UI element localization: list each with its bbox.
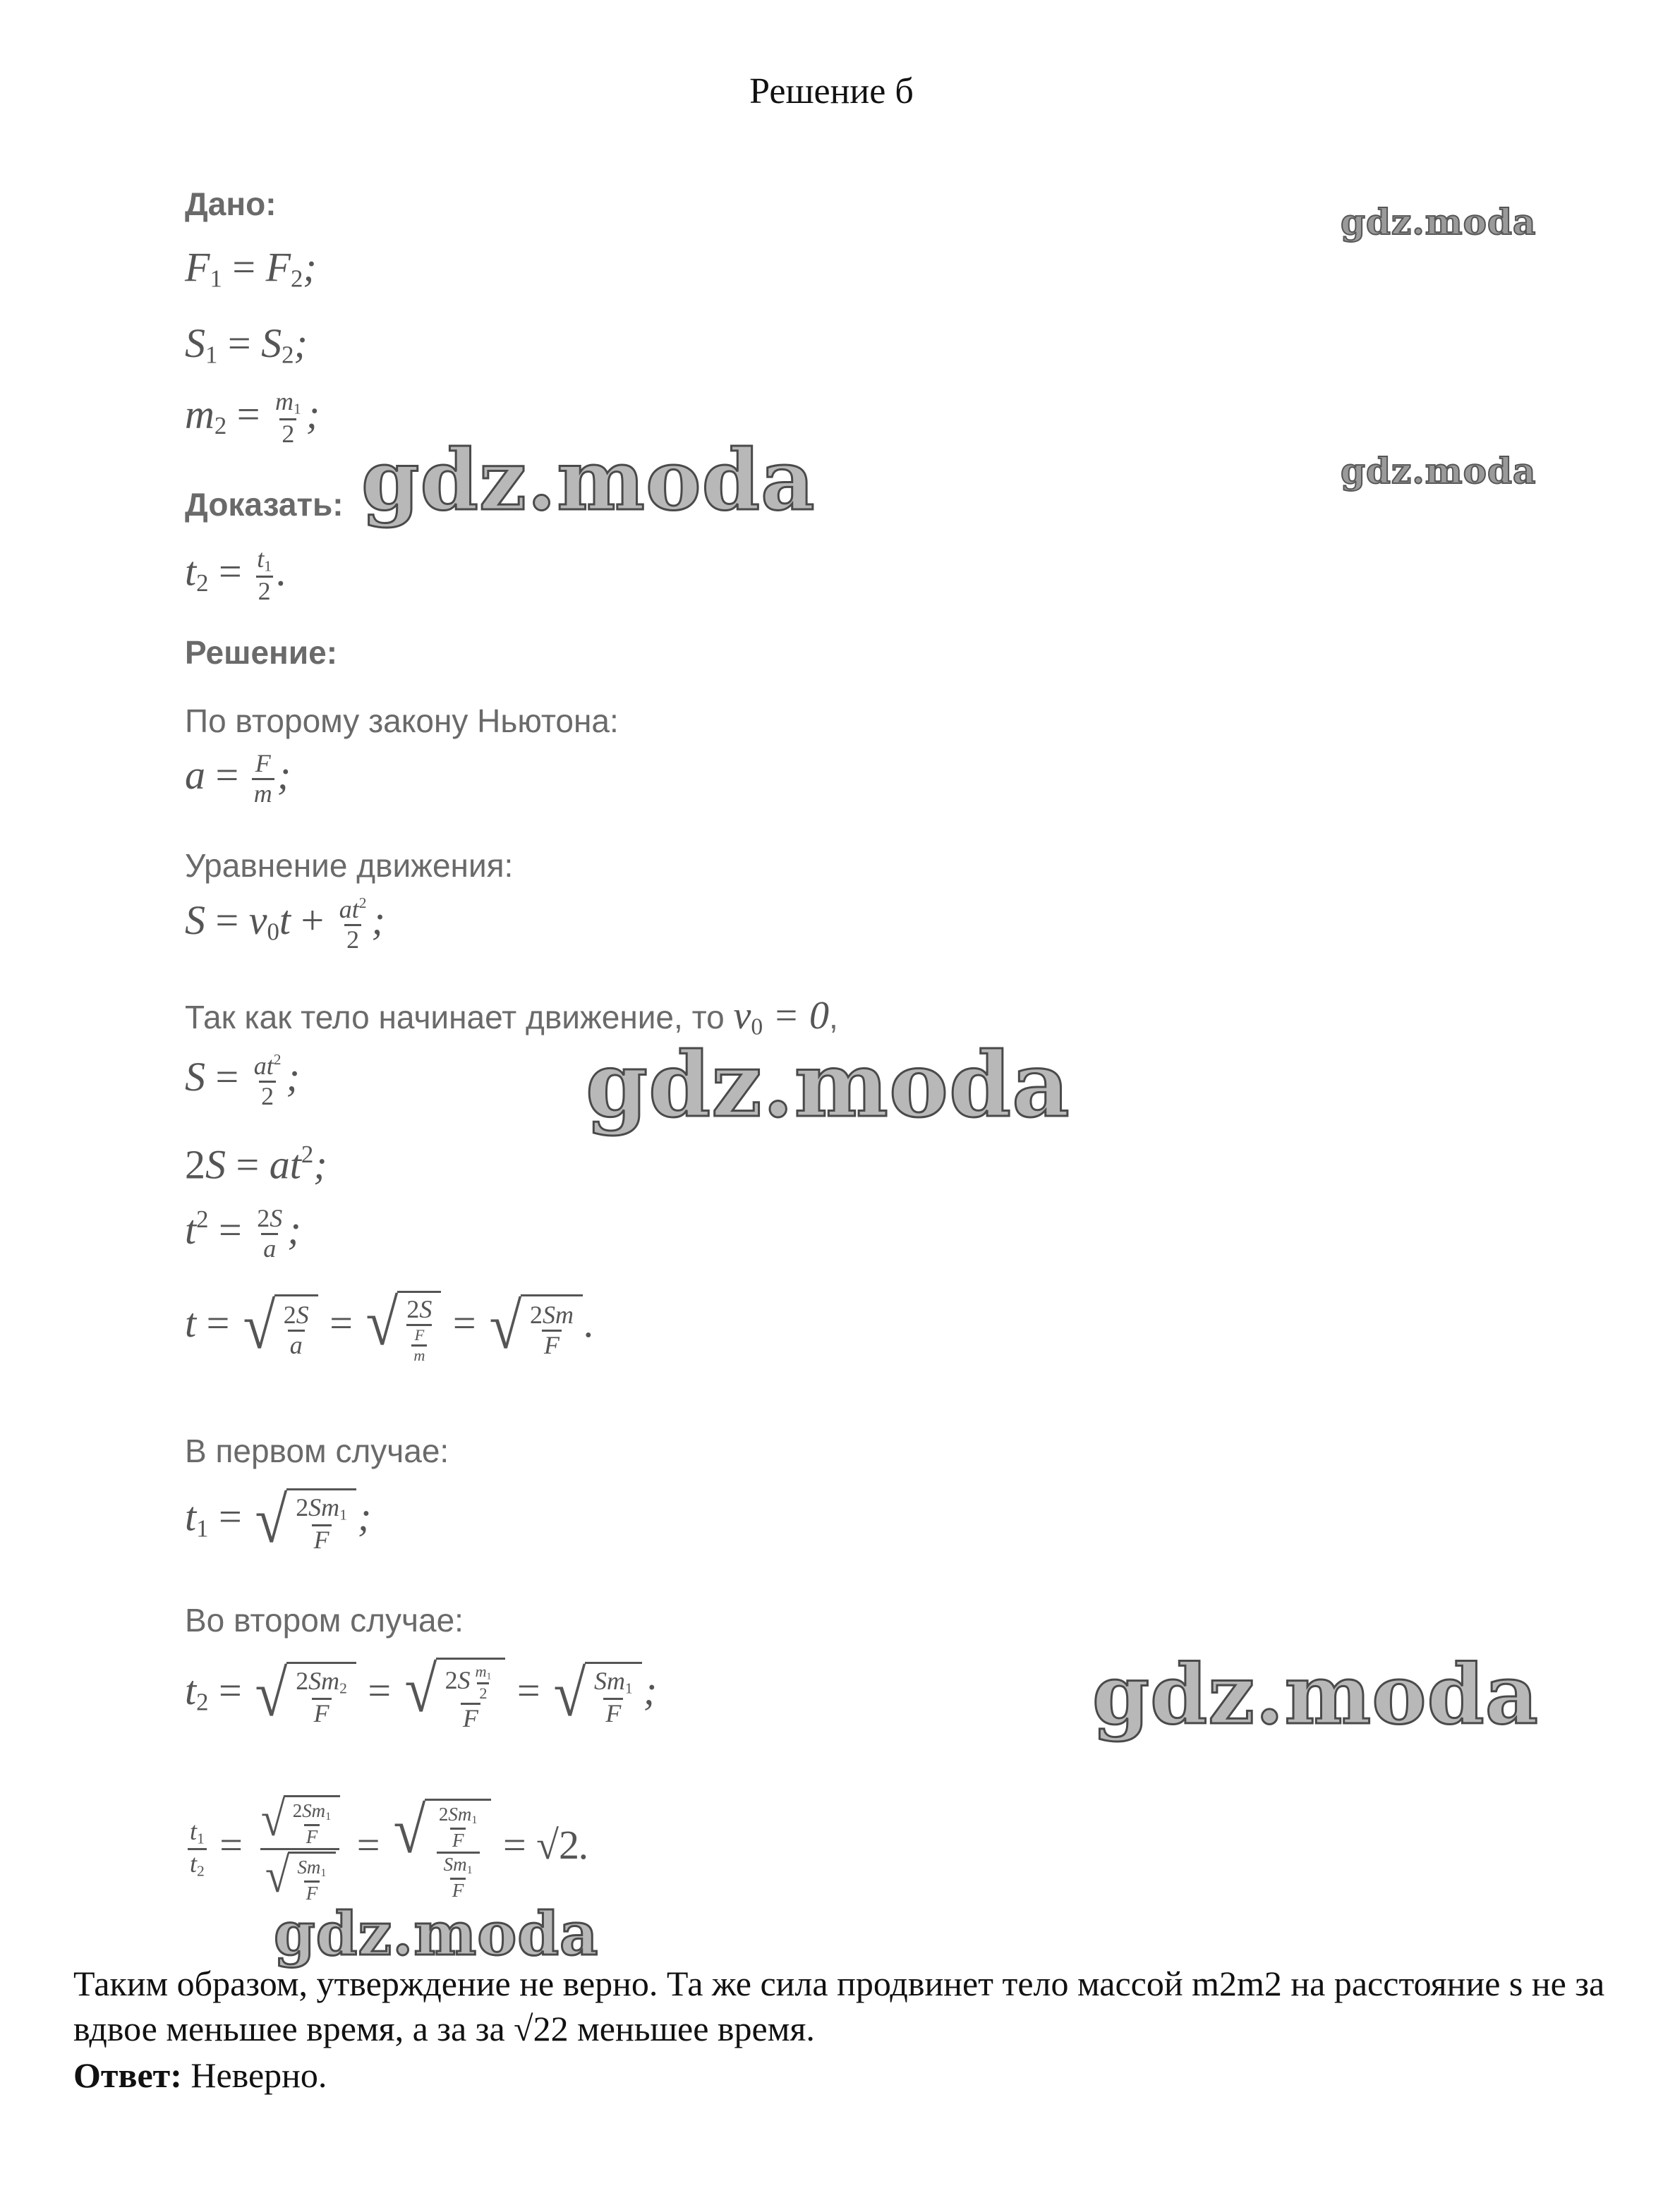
formula-f1-f2: $F_1 = F_2$; <box>185 244 317 293</box>
newton-text: По второму закону Ньютона: <box>185 703 619 739</box>
given-label: Дано: <box>185 186 277 222</box>
formula-ratio: $\frac{t_1}{t_2}$ = √ $\frac{2Sm_1}{F}$ √ $\frac{Sm_1}{F}$ = √ $\frac{\frac{2Sm_1}{F}}{\frac{Sm_1}{F}}$ = √2. <box>185 1795 590 1903</box>
solution-label: Решение: <box>185 634 338 671</box>
page-title: Решение б <box>749 71 914 111</box>
watermark: gdz.moda <box>1341 201 1537 243</box>
formula-s1-s2: $S_1 = S_2$; <box>185 320 308 369</box>
watermark: gdz.moda <box>1092 1647 1539 1743</box>
prove-label: Доказать: <box>185 486 344 523</box>
answer-line <box>73 2053 1611 2098</box>
formula-t1: $t_1$ = √ $\frac{2Sm_1}{F}$ ; <box>185 1484 372 1557</box>
formula-2s: $2S = at^2$; <box>185 1141 327 1188</box>
motion-text: Уравнение движения: <box>185 847 514 884</box>
first-case-text: В первом случае: <box>185 1433 449 1469</box>
formula-t2-sqrt: $t_2$ = √ $\frac{2Sm_2}{F}$ = √ 2S $\frac{m_1}{2}$ F = √ $\frac{Sm_1}{F}$ ; <box>185 1653 658 1733</box>
watermark: gdz.moda <box>361 431 816 529</box>
formula-t-sqrt: t = √ $\frac{2S}{a}$ = √ $\frac{2S}{\frac{F}{m}}$ = √ $\frac{2Sm}{F}$ . <box>185 1287 595 1365</box>
formula-t2: $t_2$ = $\frac{t_1}{2}$ . <box>185 545 287 605</box>
formula-a: a = $\frac{F}{m}$ ; <box>185 749 291 808</box>
watermark: gdz.moda <box>586 1033 1070 1137</box>
formula-motion: $S = v_0t$ + $\frac{at^2}{2}$ ; <box>185 894 385 954</box>
formula-t2-2s: $t^2$ = $\frac{2S}{a}$ ; <box>185 1204 301 1263</box>
start-text: Так как тело начинает движение, то $v_0 = 0$, <box>185 994 838 1040</box>
second-case-text: Во втором случае: <box>185 1602 464 1639</box>
answer-label: Ответ: <box>73 2055 182 2095</box>
conclusion-text: Таким образом, утверждение не верно. Та же сила продвинет тело массой m2m2 на расстояние s не за вдвое меньшее время, а за за √22 меньшее время. <box>73 1964 1605 2048</box>
watermark: gdz.moda <box>1341 450 1537 492</box>
formula-m2: $m_2$ = $\frac{m_1}{2}$ ; <box>185 387 320 448</box>
formula-s-at2: S = $\frac{at^2}{2}$ ; <box>185 1051 300 1110</box>
watermark: gdz.moda <box>274 1899 599 1969</box>
answer-value: Неверно. <box>191 2055 327 2095</box>
